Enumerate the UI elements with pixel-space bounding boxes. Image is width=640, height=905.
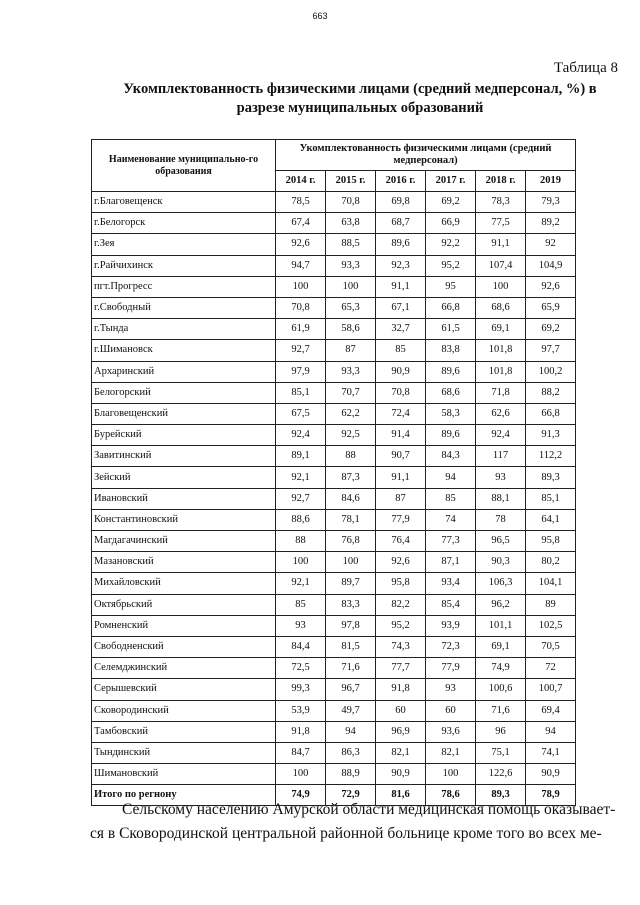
value-cell: 96 <box>476 721 526 742</box>
value-cell: 100 <box>426 764 476 785</box>
staffing-group-header: Укомплектованность физическими лицами (средний медперсонал) <box>276 140 576 171</box>
table-row <box>92 573 576 594</box>
value-cell: 77,9 <box>376 509 426 530</box>
value-cell: 65,9 <box>526 297 576 318</box>
value-cell: 104,9 <box>526 255 576 276</box>
year-header: 2018 г. <box>476 171 526 192</box>
value-cell: 93,4 <box>426 573 476 594</box>
body-line-1: Сельскому населению Амурской области медицинская помощь оказывает- <box>122 801 616 818</box>
total-value-cell: 78,9 <box>526 785 576 806</box>
value-cell: 92,4 <box>476 425 526 446</box>
value-cell: 95,8 <box>376 573 426 594</box>
value-cell: 69,2 <box>426 192 476 213</box>
value-cell: 84,3 <box>426 446 476 467</box>
value-cell: 77,3 <box>426 531 476 552</box>
value-cell: 78,1 <box>326 509 376 530</box>
value-cell: 58,3 <box>426 403 476 424</box>
value-cell: 97,9 <box>276 361 326 382</box>
value-cell: 89,6 <box>376 234 426 255</box>
value-cell: 82,1 <box>426 742 476 763</box>
value-cell: 69,1 <box>476 319 526 340</box>
table-row <box>92 636 576 657</box>
value-cell: 84,4 <box>276 636 326 657</box>
value-cell: 94,7 <box>276 255 326 276</box>
municipality-name-cell: Серышевский <box>92 679 276 700</box>
value-cell: 93 <box>276 615 326 636</box>
value-cell: 63,8 <box>326 213 376 234</box>
municipality-name-cell: Тамбовский <box>92 721 276 742</box>
municipality-name-cell: Октябрьский <box>92 594 276 615</box>
value-cell: 100 <box>276 552 326 573</box>
value-cell: 100 <box>276 276 326 297</box>
total-value-cell: 81,6 <box>376 785 426 806</box>
year-header: 2017 г. <box>426 171 476 192</box>
table-row <box>92 319 576 340</box>
value-cell: 77,9 <box>426 658 476 679</box>
table-row <box>92 192 576 213</box>
value-cell: 64,1 <box>526 509 576 530</box>
value-cell: 82,1 <box>376 742 426 763</box>
value-cell: 84,7 <box>276 742 326 763</box>
municipality-name-cell: Тындинский <box>92 742 276 763</box>
value-cell: 95,2 <box>426 255 476 276</box>
year-header: 2014 г. <box>276 171 326 192</box>
value-cell: 74,9 <box>476 658 526 679</box>
value-cell: 78,3 <box>476 192 526 213</box>
value-cell: 88,2 <box>526 382 576 403</box>
value-cell: 49,7 <box>326 700 376 721</box>
value-cell: 87 <box>376 488 426 509</box>
value-cell: 100,7 <box>526 679 576 700</box>
value-cell: 74,3 <box>376 636 426 657</box>
value-cell: 91,1 <box>476 234 526 255</box>
value-cell: 60 <box>426 700 476 721</box>
table-title <box>100 80 620 118</box>
value-cell: 97,8 <box>326 615 376 636</box>
value-cell: 69,1 <box>476 636 526 657</box>
value-cell: 89,1 <box>276 446 326 467</box>
value-cell: 100 <box>476 276 526 297</box>
municipality-name-cell: Михайловский <box>92 573 276 594</box>
value-cell: 93,3 <box>326 361 376 382</box>
value-cell: 112,2 <box>526 446 576 467</box>
value-cell: 117 <box>476 446 526 467</box>
value-cell: 92,6 <box>276 234 326 255</box>
value-cell: 106,3 <box>476 573 526 594</box>
value-cell: 76,4 <box>376 531 426 552</box>
value-cell: 92,4 <box>276 425 326 446</box>
value-cell: 85 <box>376 340 426 361</box>
table-row <box>92 742 576 763</box>
value-cell: 90,3 <box>476 552 526 573</box>
value-cell: 72,4 <box>376 403 426 424</box>
value-cell: 92,3 <box>376 255 426 276</box>
value-cell: 99,3 <box>276 679 326 700</box>
municipality-name-cell: Мазановский <box>92 552 276 573</box>
value-cell: 87 <box>326 340 376 361</box>
value-cell: 70,8 <box>326 192 376 213</box>
value-cell: 100 <box>326 276 376 297</box>
value-cell: 94 <box>426 467 476 488</box>
value-cell: 89,3 <box>526 467 576 488</box>
value-cell: 94 <box>526 721 576 742</box>
municipality-name-cell: Сковородинский <box>92 700 276 721</box>
value-cell: 84,6 <box>326 488 376 509</box>
municipality-name-cell: Магдагачинский <box>92 531 276 552</box>
value-cell: 89,6 <box>426 425 476 446</box>
value-cell: 100,2 <box>526 361 576 382</box>
value-cell: 72,5 <box>276 658 326 679</box>
table-row <box>92 340 576 361</box>
value-cell: 58,6 <box>326 319 376 340</box>
value-cell: 91,4 <box>376 425 426 446</box>
year-header: 2015 г. <box>326 171 376 192</box>
table-row <box>92 276 576 297</box>
value-cell: 88,5 <box>326 234 376 255</box>
value-cell: 65,3 <box>326 297 376 318</box>
value-cell: 88 <box>276 531 326 552</box>
value-cell: 85,4 <box>426 594 476 615</box>
value-cell: 70,5 <box>526 636 576 657</box>
value-cell: 88 <box>326 446 376 467</box>
value-cell: 90,9 <box>526 764 576 785</box>
value-cell: 72,3 <box>426 636 476 657</box>
municipality-name-cell: Шимановский <box>92 764 276 785</box>
table-row <box>92 509 576 530</box>
municipality-column-header: Наименование муниципально-го образования <box>92 140 276 192</box>
municipality-name-cell: г.Благовещенск <box>92 192 276 213</box>
value-cell: 91,3 <box>526 425 576 446</box>
value-cell: 74,1 <box>526 742 576 763</box>
table-row <box>92 764 576 785</box>
value-cell: 71,8 <box>476 382 526 403</box>
table-row <box>92 679 576 700</box>
value-cell: 77,5 <box>476 213 526 234</box>
value-cell: 82,2 <box>376 594 426 615</box>
value-cell: 92,1 <box>276 573 326 594</box>
value-cell: 62,2 <box>326 403 376 424</box>
value-cell: 91,8 <box>376 679 426 700</box>
table-row <box>92 234 576 255</box>
value-cell: 89 <box>526 594 576 615</box>
value-cell: 71,6 <box>476 700 526 721</box>
value-cell: 93,9 <box>426 615 476 636</box>
value-cell: 97,7 <box>526 340 576 361</box>
value-cell: 88,1 <box>476 488 526 509</box>
value-cell: 77,7 <box>376 658 426 679</box>
value-cell: 60 <box>376 700 426 721</box>
table-row <box>92 297 576 318</box>
value-cell: 62,6 <box>476 403 526 424</box>
value-cell: 32,7 <box>376 319 426 340</box>
value-cell: 101,8 <box>476 361 526 382</box>
value-cell: 70,8 <box>376 382 426 403</box>
value-cell: 89,7 <box>326 573 376 594</box>
value-cell: 107,4 <box>476 255 526 276</box>
table-title-line-1: Укомплектованность физическими лицами (средний медперсонал, %) в <box>123 81 597 97</box>
value-cell: 83,3 <box>326 594 376 615</box>
municipality-name-cell: г.Белогорск <box>92 213 276 234</box>
value-cell: 67,5 <box>276 403 326 424</box>
value-cell: 67,1 <box>376 297 426 318</box>
year-header: 2016 г. <box>376 171 426 192</box>
value-cell: 91,1 <box>376 467 426 488</box>
value-cell: 69,2 <box>526 319 576 340</box>
page-number: 663 <box>312 11 328 21</box>
value-cell: 68,6 <box>426 382 476 403</box>
value-cell: 66,8 <box>526 403 576 424</box>
value-cell: 90,7 <box>376 446 426 467</box>
value-cell: 75,1 <box>476 742 526 763</box>
value-cell: 85,1 <box>276 382 326 403</box>
value-cell: 90,9 <box>376 361 426 382</box>
body-paragraph <box>90 798 616 846</box>
value-cell: 88,9 <box>326 764 376 785</box>
value-cell: 94 <box>326 721 376 742</box>
value-cell: 87,1 <box>426 552 476 573</box>
table-row <box>92 552 576 573</box>
value-cell: 68,6 <box>476 297 526 318</box>
value-cell: 95 <box>426 276 476 297</box>
table-row <box>92 361 576 382</box>
table-body <box>92 192 576 806</box>
municipality-name-cell: Зейский <box>92 467 276 488</box>
total-value-cell: 89,3 <box>476 785 526 806</box>
value-cell: 85,1 <box>526 488 576 509</box>
value-cell: 90,9 <box>376 764 426 785</box>
value-cell: 95,2 <box>376 615 426 636</box>
value-cell: 93 <box>476 467 526 488</box>
value-cell: 92,6 <box>376 552 426 573</box>
value-cell: 96,5 <box>476 531 526 552</box>
value-cell: 87,3 <box>326 467 376 488</box>
value-cell: 70,7 <box>326 382 376 403</box>
value-cell: 66,8 <box>426 297 476 318</box>
municipality-name-cell: Селемджинский <box>92 658 276 679</box>
value-cell: 92,5 <box>326 425 376 446</box>
value-cell: 71,6 <box>326 658 376 679</box>
total-label-cell: Итого по регнону <box>92 785 276 806</box>
municipality-name-cell: Константиновский <box>92 509 276 530</box>
value-cell: 92,1 <box>276 467 326 488</box>
table-row <box>92 425 576 446</box>
value-cell: 92,7 <box>276 488 326 509</box>
municipality-name-cell: г.Свободный <box>92 297 276 318</box>
value-cell: 104,1 <box>526 573 576 594</box>
value-cell: 93 <box>426 679 476 700</box>
value-cell: 91,8 <box>276 721 326 742</box>
table-row <box>92 213 576 234</box>
value-cell: 61,5 <box>426 319 476 340</box>
table-row <box>92 255 576 276</box>
municipality-name-cell: Завитинский <box>92 446 276 467</box>
value-cell: 80,2 <box>526 552 576 573</box>
value-cell: 96,2 <box>476 594 526 615</box>
municipality-name-cell: г.Шимановск <box>92 340 276 361</box>
value-cell: 92 <box>526 234 576 255</box>
municipality-name-cell: г.Тында <box>92 319 276 340</box>
staffing-table <box>91 139 576 806</box>
value-cell: 102,5 <box>526 615 576 636</box>
total-value-cell: 72,9 <box>326 785 376 806</box>
value-cell: 91,1 <box>376 276 426 297</box>
value-cell: 100,6 <box>476 679 526 700</box>
total-value-cell: 78,6 <box>426 785 476 806</box>
table-row <box>92 467 576 488</box>
value-cell: 89,6 <box>426 361 476 382</box>
value-cell: 96,9 <box>376 721 426 742</box>
municipality-name-cell: Бурейский <box>92 425 276 446</box>
table-label: Таблица 8 <box>553 60 618 76</box>
value-cell: 92,6 <box>526 276 576 297</box>
municipality-name-cell: г.Зея <box>92 234 276 255</box>
table-row <box>92 531 576 552</box>
year-header: 2019 <box>526 171 576 192</box>
table-row <box>92 488 576 509</box>
value-cell: 70,8 <box>276 297 326 318</box>
total-value-cell: 74,9 <box>276 785 326 806</box>
value-cell: 68,7 <box>376 213 426 234</box>
value-cell: 101,8 <box>476 340 526 361</box>
value-cell: 85 <box>276 594 326 615</box>
municipality-name-cell: Ромненский <box>92 615 276 636</box>
table-row <box>92 594 576 615</box>
value-cell: 101,1 <box>476 615 526 636</box>
table-title-line-2: разрезе муниципальных образований <box>236 100 484 116</box>
value-cell: 85 <box>426 488 476 509</box>
value-cell: 76,8 <box>326 531 376 552</box>
value-cell: 96,7 <box>326 679 376 700</box>
municipality-name-cell: Благовещенский <box>92 403 276 424</box>
value-cell: 95,8 <box>526 531 576 552</box>
value-cell: 67,4 <box>276 213 326 234</box>
table-row <box>92 446 576 467</box>
table-row <box>92 615 576 636</box>
value-cell: 88,6 <box>276 509 326 530</box>
value-cell: 78,5 <box>276 192 326 213</box>
body-line-2: ся в Сковородинской центральной районной больнице кроме того во всех ме- <box>90 825 602 842</box>
value-cell: 79,3 <box>526 192 576 213</box>
value-cell: 81,5 <box>326 636 376 657</box>
value-cell: 100 <box>326 552 376 573</box>
value-cell: 53,9 <box>276 700 326 721</box>
table-row <box>92 382 576 403</box>
table-row <box>92 721 576 742</box>
value-cell: 66,9 <box>426 213 476 234</box>
value-cell: 89,2 <box>526 213 576 234</box>
municipality-name-cell: Белогорский <box>92 382 276 403</box>
value-cell: 69,4 <box>526 700 576 721</box>
table-row <box>92 403 576 424</box>
value-cell: 92,2 <box>426 234 476 255</box>
value-cell: 122,6 <box>476 764 526 785</box>
value-cell: 92,7 <box>276 340 326 361</box>
value-cell: 86,3 <box>326 742 376 763</box>
value-cell: 72 <box>526 658 576 679</box>
municipality-name-cell: Свободненский <box>92 636 276 657</box>
value-cell: 69,8 <box>376 192 426 213</box>
value-cell: 93,3 <box>326 255 376 276</box>
municipality-name-cell: пгт.Прогресс <box>92 276 276 297</box>
value-cell: 74 <box>426 509 476 530</box>
value-cell: 100 <box>276 764 326 785</box>
value-cell: 78 <box>476 509 526 530</box>
municipality-name-cell: Ивановский <box>92 488 276 509</box>
value-cell: 83,8 <box>426 340 476 361</box>
municipality-name-cell: г.Райчихинск <box>92 255 276 276</box>
value-cell: 61,9 <box>276 319 326 340</box>
table-row <box>92 658 576 679</box>
value-cell: 93,6 <box>426 721 476 742</box>
municipality-name-cell: Архаринский <box>92 361 276 382</box>
table-row <box>92 700 576 721</box>
